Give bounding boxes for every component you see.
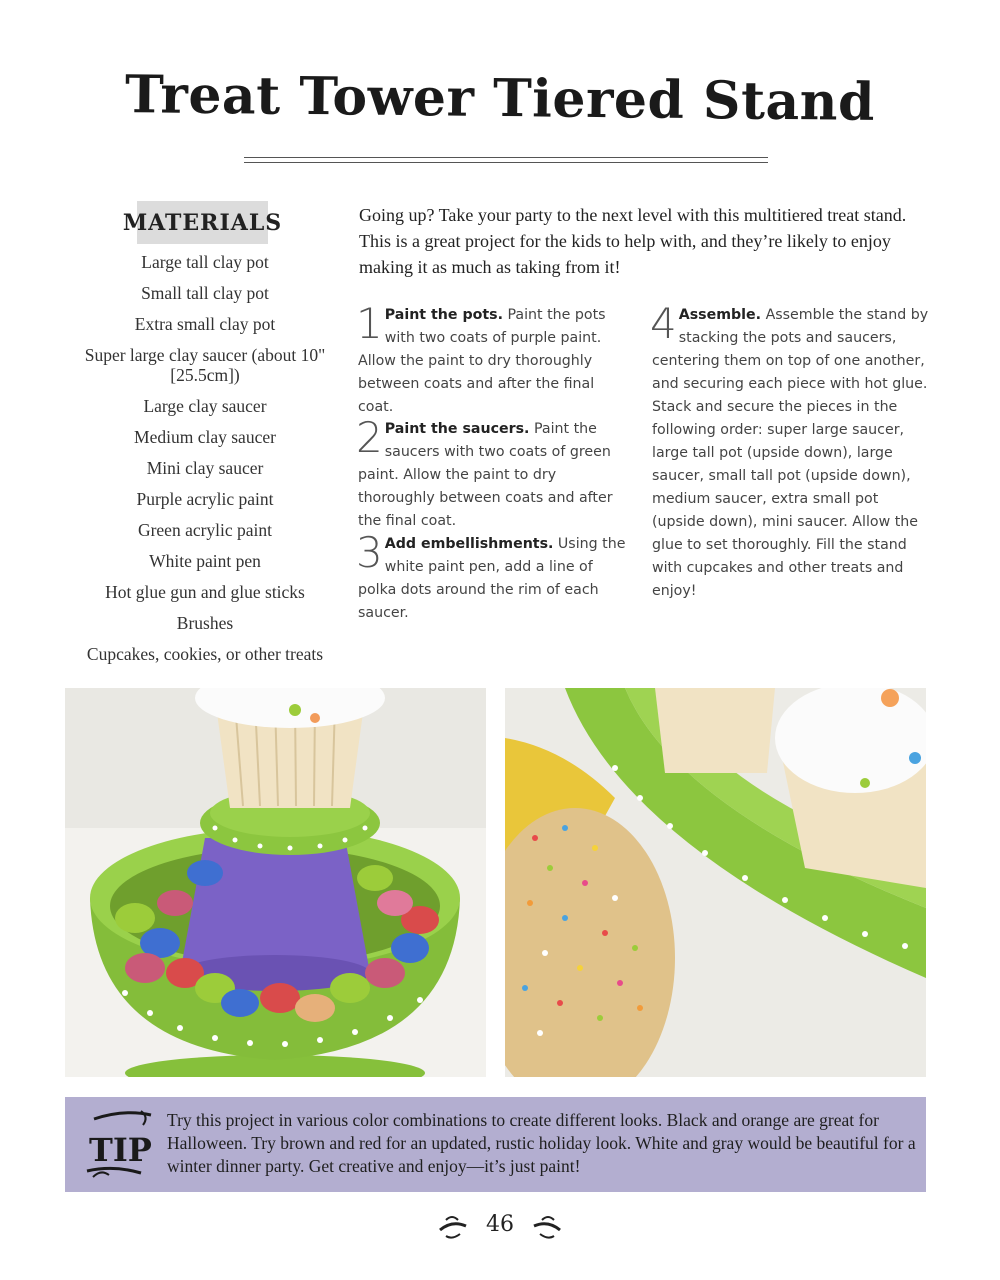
step-text: Paint the saucers with two coats of green paint. Allow the paint to dry thoroughly between coats and after the final coat.	[358, 421, 613, 529]
step-number: 2	[356, 413, 383, 462]
material-item: Purple acrylic paint	[136, 489, 274, 509]
material-item: Extra small clay pot	[134, 314, 276, 334]
title-divider	[244, 157, 768, 158]
step-lead: Paint the pots.	[384, 307, 503, 323]
material-item: Mini clay saucer	[146, 458, 264, 478]
material-item: Hot glue gun and glue sticks	[105, 582, 305, 602]
title-divider-second	[244, 162, 768, 163]
step-2	[356, 413, 630, 533]
step-number: 1	[356, 299, 383, 348]
step-number: 3	[356, 528, 383, 577]
step-text: Paint the pots with two coats of purple paint. Allow the paint to dry thoroughly between coats and after the final coat.	[358, 307, 606, 415]
material-item: Super large clay saucer (about 10" [25.5cm])	[84, 345, 326, 385]
photo-illustration-stand	[65, 688, 486, 1077]
step-number: 4	[650, 299, 677, 348]
material-item: Large tall clay pot	[141, 252, 269, 272]
leaf-ornament-right-icon	[534, 1217, 560, 1238]
tip-text: Try this project in various color combinations to create different looks. Black and orange are great for Halloween. Try brown and red for an updated, rustic holiday look. White and gray would be beautiful for a winter dinner party. Get creative and enjoy—it’s just paint!	[167, 1110, 916, 1176]
tip-label: TIP	[89, 1131, 152, 1169]
step-4	[650, 299, 932, 603]
step-lead: Assemble.	[678, 307, 762, 323]
step-lead: Add embellishments.	[384, 536, 554, 552]
photo-cookies-cupcakes	[505, 688, 926, 1077]
page-number: 46	[486, 1212, 514, 1237]
step-text: Using the white paint pen, add a line of polka dots around the rim of each saucer.	[358, 536, 626, 621]
materials-list	[70, 252, 340, 675]
page-title: Treat Tower Tiered Stand	[124, 64, 876, 133]
tip-icon	[79, 1105, 159, 1185]
step-3	[356, 528, 630, 625]
material-item: Large clay saucer	[143, 396, 267, 416]
leaf-ornament-left-icon	[440, 1217, 466, 1238]
step-lead: Paint the saucers.	[384, 421, 530, 437]
material-item: Green acrylic paint	[137, 520, 273, 540]
intro-paragraph: Going up? Take your party to the next level with this multitiered treat stand. This is a great project for the kids to help with, and they’re likely to enjoy making it as much as taking from it!	[359, 205, 907, 277]
photo-illustration-cookies	[505, 688, 926, 1077]
material-item: White paint pen	[149, 551, 261, 571]
step-1	[356, 299, 630, 419]
step-text: Assemble the stand by stacking the pots and saucers, centering them on top of one another, and securing each piece with hot glue. Stack and secure the pieces in the following order: super large saucer, large tall pot (upside down), large saucer, small tall pot (upside down), medium saucer, extra small pot (upside down), mini saucer. Allow the glue to set thoroughly. Fill the stand with cupcakes and other treats and enjoy!	[652, 307, 929, 599]
material-item: Small tall clay pot	[141, 283, 269, 303]
material-item: Cupcakes, cookies, or other treats	[86, 644, 324, 664]
material-item: Brushes	[176, 613, 234, 633]
material-item: Medium clay saucer	[134, 427, 276, 447]
tip-box	[65, 1097, 926, 1192]
materials-heading: MATERIALS	[137, 201, 268, 244]
photo-treat-tower-candies	[65, 688, 486, 1077]
